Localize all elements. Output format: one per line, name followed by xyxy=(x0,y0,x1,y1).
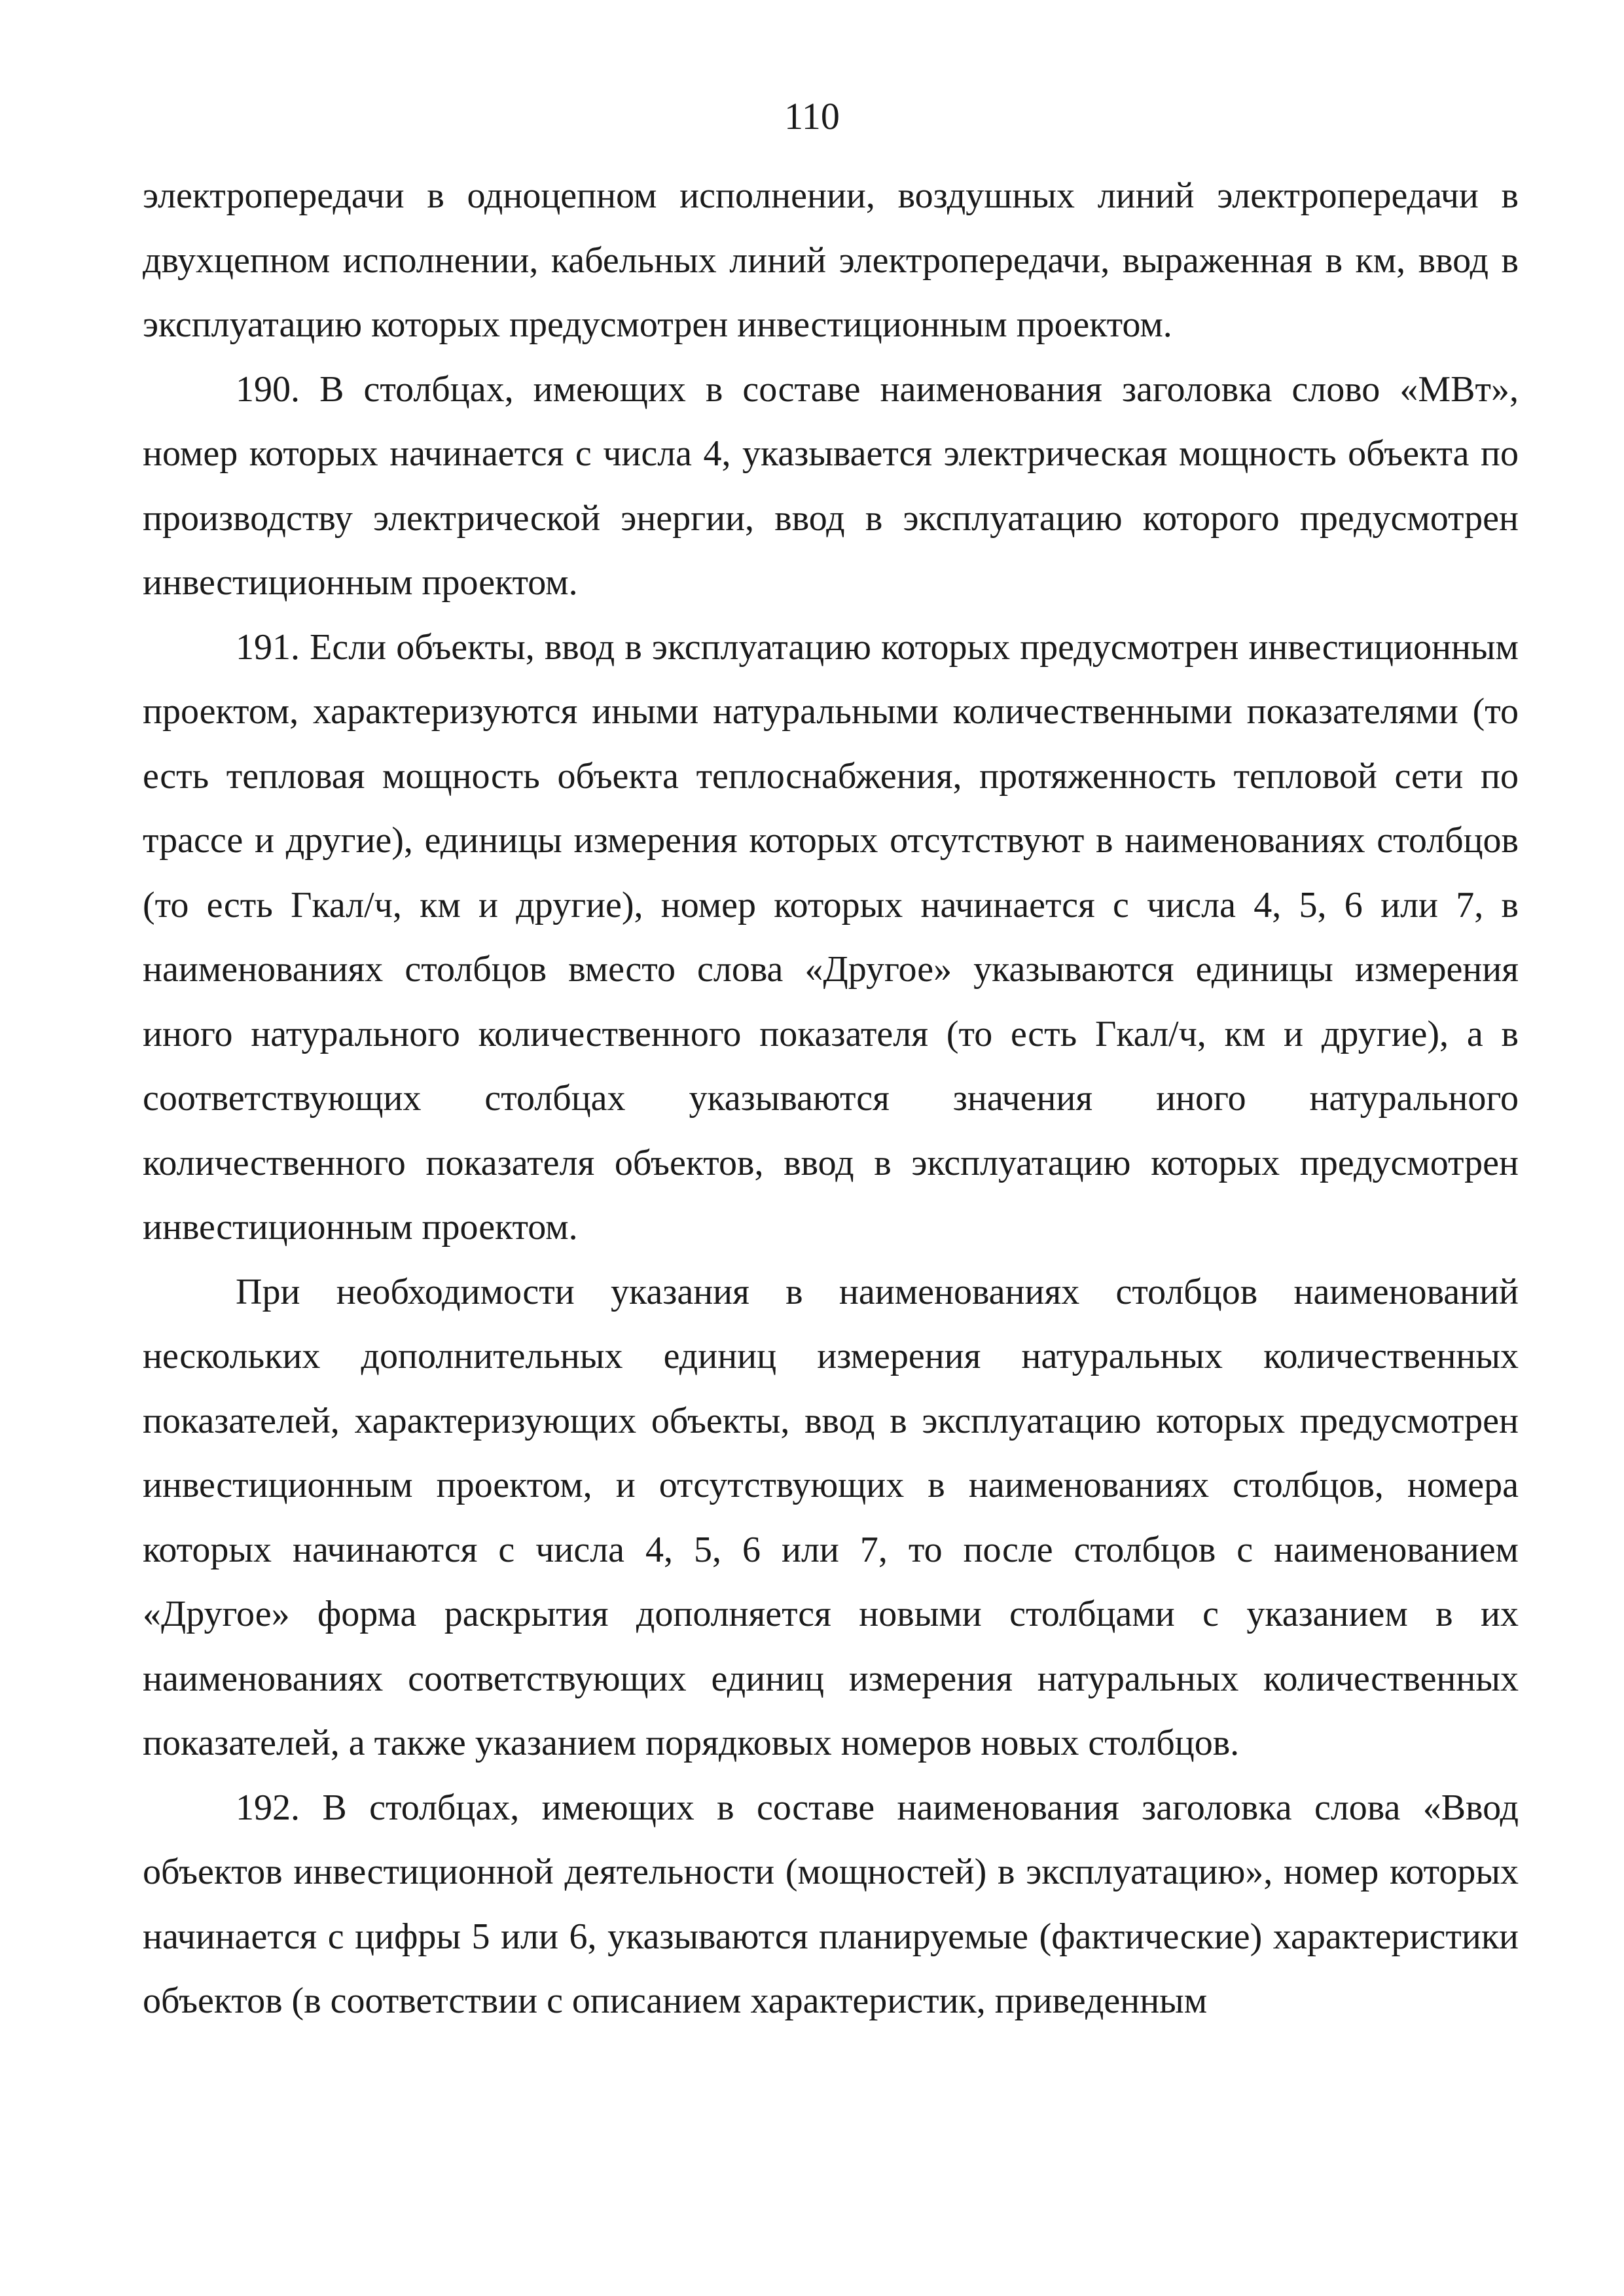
paragraph-190: 190. В столбцах, имеющих в составе наименования заголовка слово «МВт», номер которых начинается с числа 4, указывается электрическая мощность объекта по производству электрической энергии, ввод в эксплуатацию которого предусмотрен инвестиционным проектом. xyxy=(143,368,1519,603)
document-body xyxy=(143,164,1519,2034)
paragraph-continuation: электропередачи в одноцепном исполнении, воздушных линий электропередачи в двухцепном исполнении, кабельных линий электропередачи, выраженная в км, ввод в эксплуатацию которых предусмотрен инвестиционным проектом. xyxy=(143,175,1519,345)
paragraph-191: 191. Если объекты, ввод в эксплуатацию которых предусмотрен инвестиционным проектом, характеризуются иными натуральными количественными показателями (то есть тепловая мощность объекта теплоснабжения, протяженность тепловой сети по трассе и другие), единицы измерения которых отсутствуют в наименованиях столбцов (то есть Гкал/ч, км и другие), номер которых начинается с числа 4, 5, 6 или 7, в наименованиях столбцов вместо слова «Другое» указываются единицы измерения иного натурального количественного показателя (то есть Гкал/ч, км и другие), а в соответствующих столбцах указываются значения иного натурального количественного показателя объектов, ввод в эксплуатацию которых предусмотрен инвестиционным проектом. xyxy=(143,626,1519,1247)
paragraph-191-additional: При необходимости указания в наименованиях столбцов наименований нескольких дополнительных единиц измерения натуральных количественных показателей, характеризующих объекты, ввод в эксплуатацию которых предусмотрен инвестиционным проектом, и отсутствующих в наименованиях столбцов, номера которых начинаются с числа 4, 5, 6 или 7, то после столбцов с наименованием «Другое» форма раскрытия дополняется новыми столбцами с указанием в их наименованиях соответствующих единиц измерения натуральных количественных показателей, а также указанием порядковых номеров новых столбцов. xyxy=(143,1271,1519,1763)
paragraph-192: 192. В столбцах, имеющих в составе наименования заголовка слова «Ввод объектов инвестиционной деятельности (мощностей) в эксплуатацию», номер которых начинается с цифры 5 или 6, указываются планируемые (фактические) характеристики объектов (в соответствии с описанием характеристик, приведенным xyxy=(143,1787,1519,2021)
page-number: 110 xyxy=(784,95,840,137)
